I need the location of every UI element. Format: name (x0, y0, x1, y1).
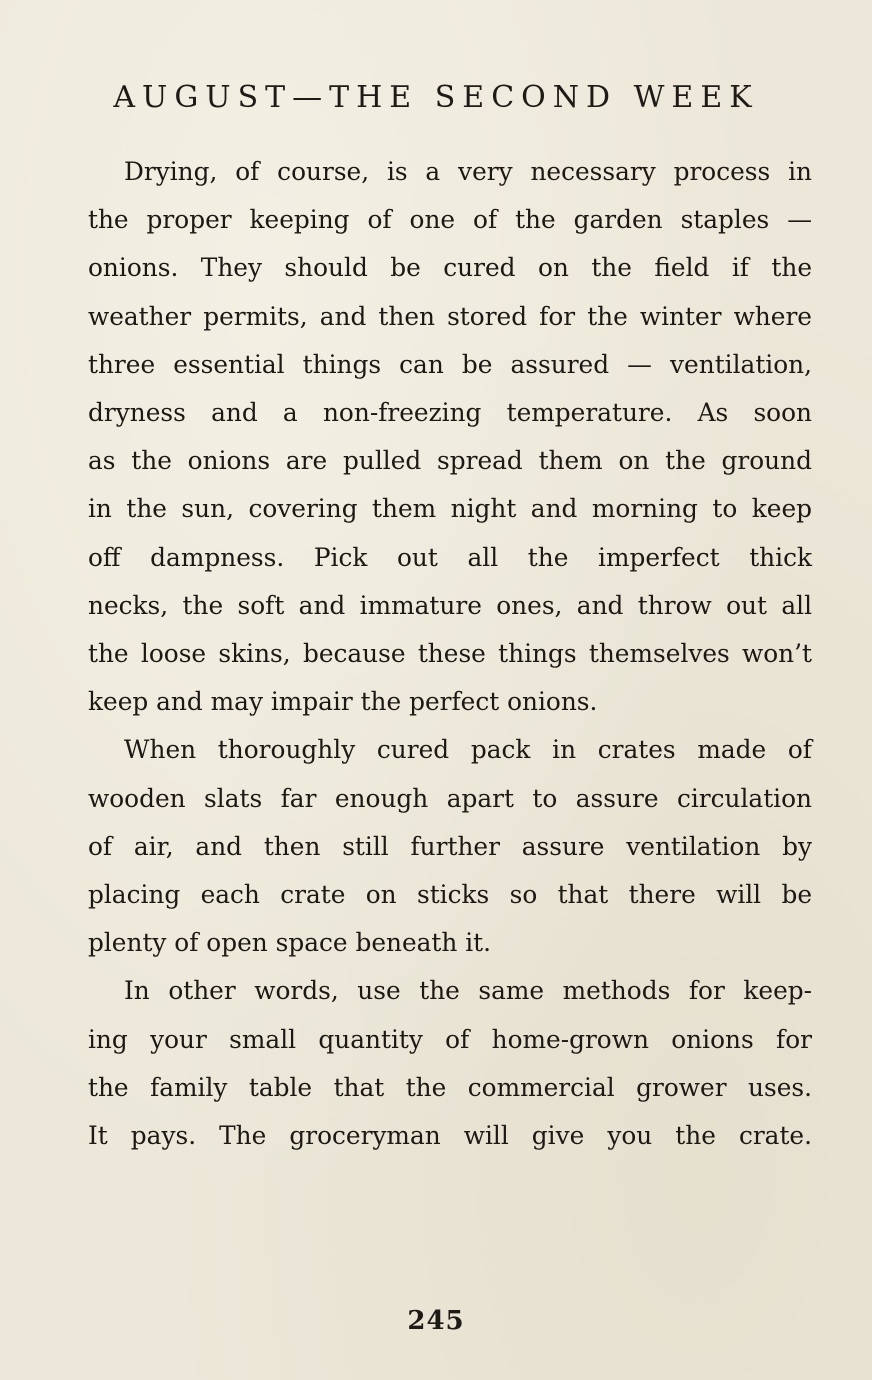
text-line: the family table that the commercial grower uses. (88, 1072, 812, 1102)
paragraph-2 (52, 726, 812, 967)
text-line: It pays. The groceryman will give you the crate. (88, 1121, 812, 1151)
text-line: of air, and then still further assure ventilation by (88, 831, 812, 861)
text-line: weather permits, and then stored for the winter where (88, 301, 812, 331)
paragraph-1 (52, 148, 812, 726)
text-line: wooden slats far enough apart to assure circulation (88, 783, 812, 813)
paragraph-3 (52, 967, 812, 1160)
text-line: When thoroughly cured pack in crates made of (124, 735, 812, 765)
text-line: in the sun, covering them night and morning to keep (88, 494, 812, 524)
text-line: as the onions are pulled spread them on the ground (88, 446, 812, 476)
text-line: Drying, of course, is a very necessary process in (124, 157, 812, 186)
text-line: dryness and a non-freezing temperature. As soon (88, 398, 812, 428)
text-line: necks, the soft and immature ones, and throw out all (88, 590, 812, 620)
text-line: keep and may impair the perfect onions. (88, 687, 598, 717)
body-text (52, 148, 812, 1160)
text-line: the proper keeping of one of the garden staples — (88, 205, 812, 235)
text-line: ing your small quantity of home-grown onions for (88, 1024, 812, 1054)
text-line: In other words, use the same methods for keep- (124, 976, 812, 1006)
text-line: the loose skins, because these things themselves won’t (88, 639, 812, 669)
text-line: off dampness. Pick out all the imperfect thick (88, 542, 812, 572)
text-line: placing each crate on sticks so that there will be (88, 880, 812, 910)
text-line: onions. They should be cured on the field if the (88, 253, 812, 283)
text-line: three essential things can be assured — ventilation, (88, 349, 812, 379)
text-line: plenty of open space beneath it. (88, 928, 492, 958)
running-head: AUGUST—THE SECOND WEEK (113, 80, 759, 115)
page-number: 245 (407, 1306, 465, 1336)
